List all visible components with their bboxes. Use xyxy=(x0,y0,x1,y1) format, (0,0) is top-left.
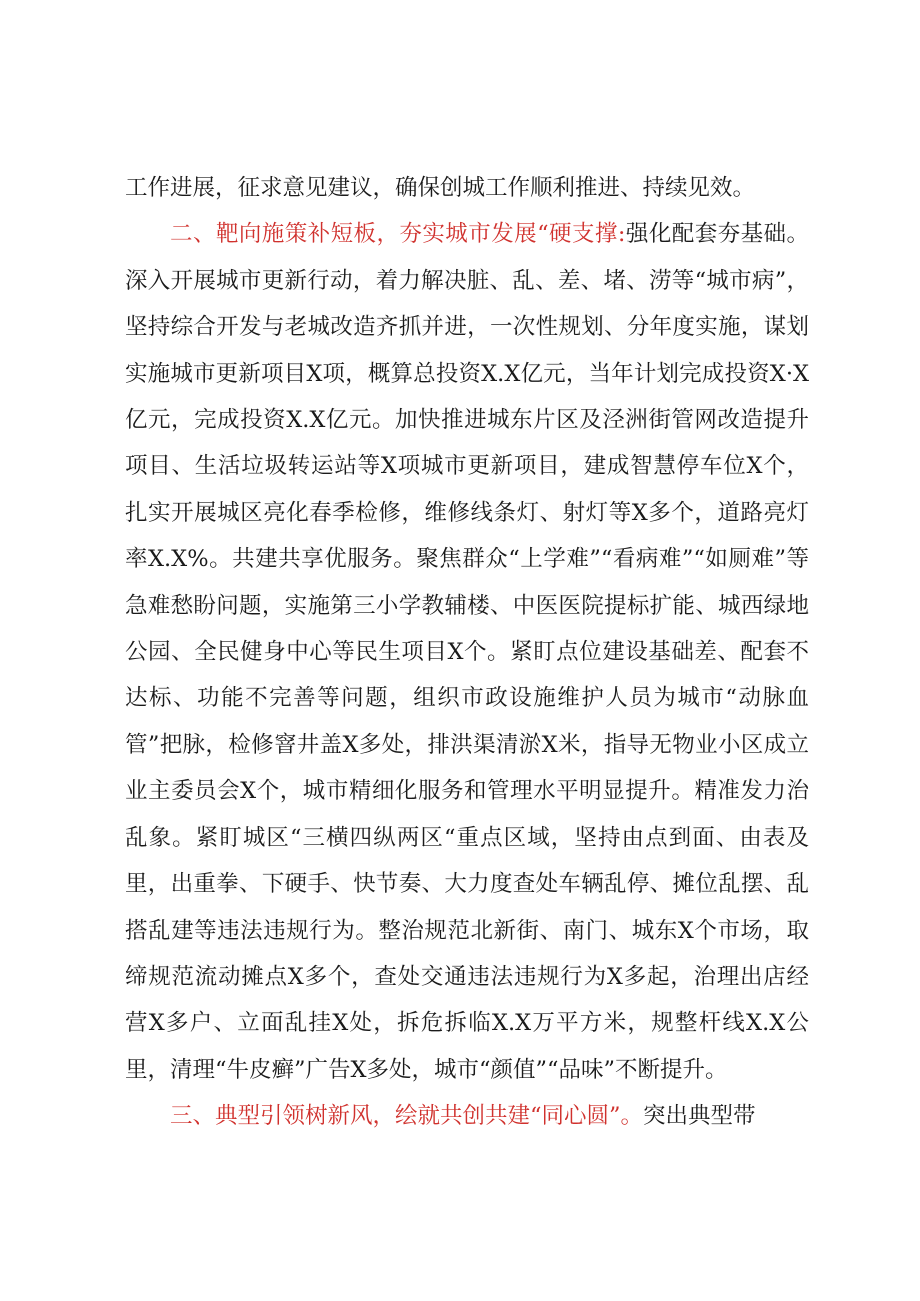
section-heading: 三、典型引领树新风，绘就共创共建“同心圆”。 xyxy=(170,1103,644,1130)
paragraph-continuation xyxy=(125,165,809,211)
document-body xyxy=(125,165,809,1140)
paragraph-text: 突出典型带 xyxy=(643,1103,756,1130)
section-heading: 二、靶向施策补短板，夯实城市发展“硬支撑: xyxy=(170,221,626,248)
paragraph-text: 强化配套夯基础。深入开展城市更新行动，着力解决脏、乱、差、堵、涝等“城市病”，坚持综合开发与老城改造齐抓并进，一次性规划、分年度实施，谋划实施城市更新项目X项，概算总投资X.X亿元，当年计划完成投资X·X亿元，完成投资X.X亿元。加快推进城东片区及泾洲街管网改造提升项目、生活垃圾转运站等X项城市更新项目，建成智慧停车位X个，扎实开展城区亮化春季检修，维修线条灯、射灯等X多个，道路亮灯率X.X%。共建共享优服务。聚焦群众“上学难”“看病难”“如厕难”等急难愁盼问题，实施第三小学教辅楼、中医医院提标扩能、城西绿地公园、全民健身中心等民生项目X个。紧盯点位建设基础差、配套不达标、功能不完善等问题，组织市政设施维护人员为城市“动脉血管”把脉，检修窨井盖X多处，排洪渠清淤X米，指导无物业小区成立业主委员会X个，城市精细化服务和管理水平明显提升。精准发力治乱象。紧盯城区“三横四纵两区“重点区域，坚持由点到面、由表及里，出重拳、下硬手、快节奏、大力度查处车辆乱停、摊位乱摆、乱搭乱建等违法违规行为。整治规范北新街、南门、城东X个市场，取缔规范流动摊点X多个，查处交通违法违规行为X多起，治理出店经营X多户、立面乱挂X处，拆危拆临X.X万平方米，规整杆线X.X公里，清理“牛皮癣”广告X多处，城市“颜值”“品味”不断提升。 xyxy=(125,221,809,1083)
paragraph-section-2 xyxy=(125,211,809,1093)
paragraph-section-3 xyxy=(125,1093,809,1139)
paragraph-text: 工作进展，征求意见建议，确保创城工作顺利推进、持续见效。 xyxy=(125,175,756,201)
